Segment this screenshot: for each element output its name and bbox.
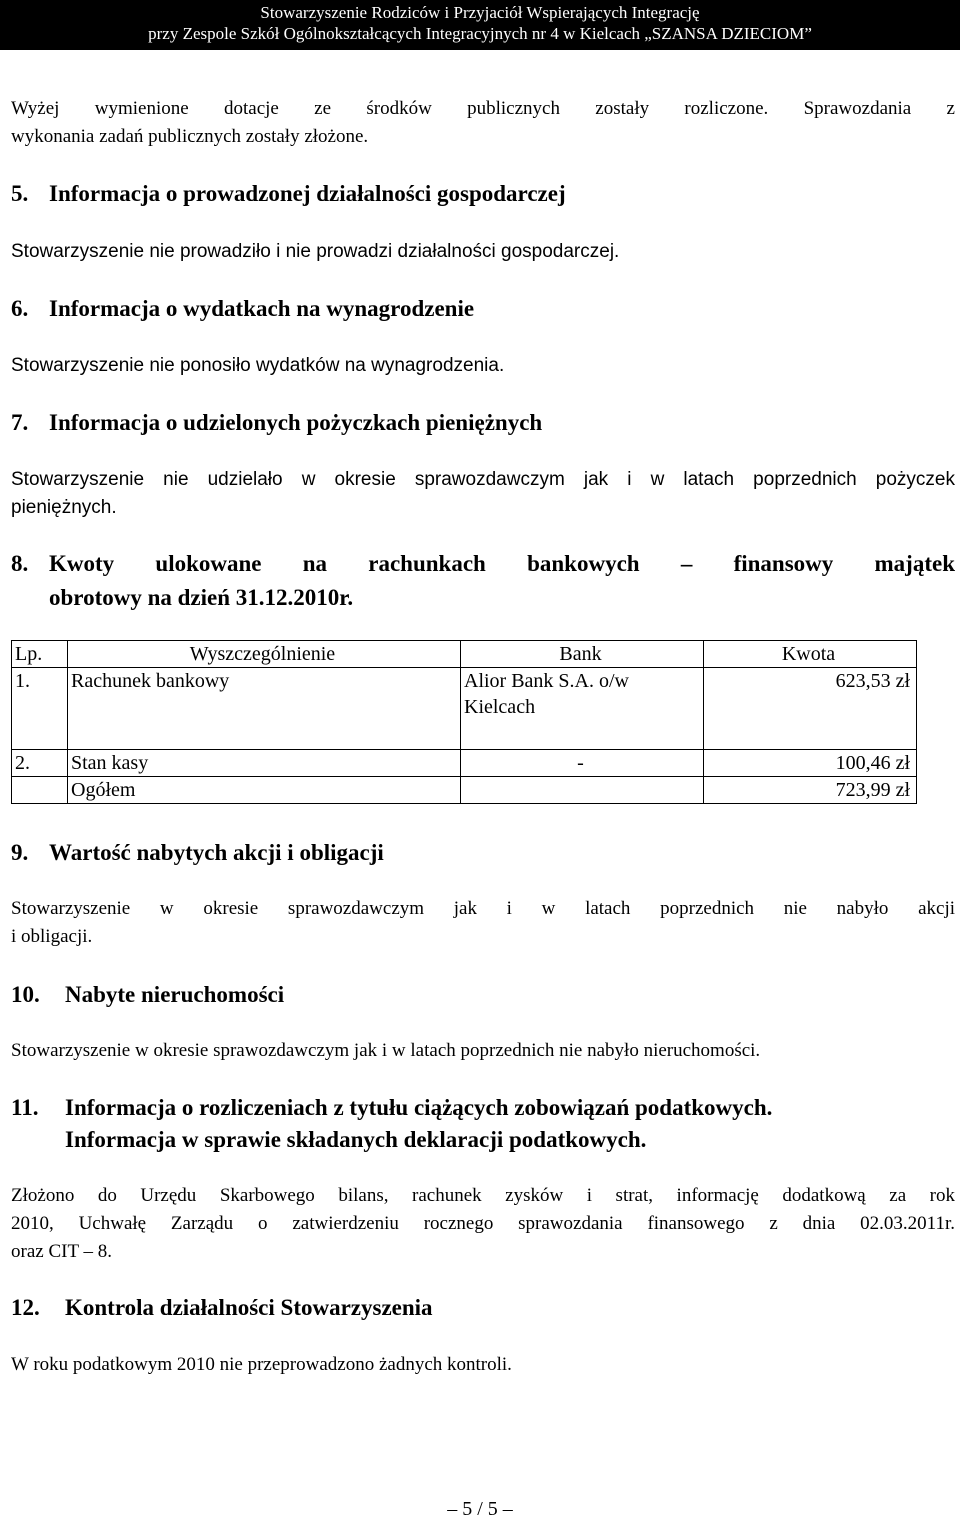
total-label: Ogółem — [68, 777, 461, 804]
section-11-title-1: Informacja o rozliczeniach z tytułu ciążących zobowiązań podatkowych. — [65, 1095, 773, 1120]
row-1-bank-line-2: Kielcach — [464, 696, 536, 718]
section-8-title-line-2: obrotowy na dzień 31.12.2010r. — [49, 585, 354, 610]
intro-line-1: Wyżej wymienione dotacje ze środków publicznych zostały rozliczone. Sprawozdania z — [11, 98, 955, 119]
section-11-number: 11. — [11, 1095, 39, 1120]
section-7-heading — [11, 407, 542, 439]
intro-line-2: wykonania zadań publicznych zostały złożone. — [11, 126, 369, 147]
section-9-title: Wartość nabytych akcji i obligacji — [49, 840, 384, 865]
page-header — [0, 0, 960, 50]
section-6-heading — [11, 293, 474, 325]
section-9-text-line-2: i obligacji. — [11, 926, 93, 947]
row-2-amount: 100,46 zł — [704, 750, 917, 777]
section-7-title: Informacja o udzielonych pożyczkach pieniężnych — [49, 410, 543, 435]
page-number: – 5 / 5 – — [447, 1498, 513, 1520]
header-lp: Lp. — [12, 641, 68, 668]
row-1-lp: 1. — [12, 668, 68, 750]
section-8-number: 8. — [11, 551, 29, 576]
row-2-description: Stan kasy — [68, 750, 461, 777]
section-6-title: Informacja o wydatkach na wynagrodzenie — [49, 296, 475, 321]
section-11-heading — [11, 1092, 772, 1124]
section-9-text-line-1: Stowarzyszenie w okresie sprawozdawczym jak i w latach poprzednich nie nabyło akcji — [11, 898, 955, 919]
section-12-text: W roku podatkowym 2010 nie przeprowadzono żadnych kontroli. — [11, 1354, 512, 1375]
section-5-text: Stowarzyszenie nie prowadziło i nie prowadzi działalności gospodarczej. — [11, 241, 620, 262]
row-1-amount: 623,53 zł — [704, 668, 917, 750]
section-11-text-line-2: 2010, Uchwałę Zarządu o zatwierdzeniu rocznego sprawozdania finansowego z dnia 02.03.2011r. — [11, 1213, 955, 1234]
section-10-text: Stowarzyszenie w okresie sprawozdawczym jak i w latach poprzednich nie nabyło nieruchomości. — [11, 1040, 761, 1061]
header-line-2: przy Zespole Szkół Ogólnokształcących Integracyjnych nr 4 w Kielcach „SZANSA DZIECIOM” — [148, 24, 812, 43]
bank-accounts-table — [11, 640, 917, 804]
row-1-description: Rachunek bankowy — [68, 668, 461, 750]
total-bank — [461, 777, 704, 804]
section-8-title-line-1: Kwoty ulokowane na rachunkach bankowych – finansowy majątek — [49, 551, 955, 576]
section-6-number: 6. — [11, 296, 29, 321]
section-11-title-2: Informacja w sprawie składanych deklaracji podatkowych. — [65, 1127, 647, 1152]
section-10-number: 10. — [11, 982, 40, 1007]
row-1-bank — [461, 668, 704, 750]
section-7-text-line-2: pieniężnych. — [11, 497, 117, 518]
section-10-heading — [11, 979, 284, 1011]
header-description: Wyszczególnienie — [68, 641, 461, 668]
total-lp — [12, 777, 68, 804]
section-7-text-line-1: Stowarzyszenie nie udzielało w okresie sprawozdawczym jak i w latach poprzednich pożyczek — [11, 469, 955, 490]
section-11-text-line-3: oraz CIT – 8. — [11, 1241, 112, 1262]
row-2-lp: 2. — [12, 750, 68, 777]
total-amount: 723,99 zł — [704, 777, 917, 804]
section-5-title: Informacja o prowadzonej działalności gospodarczej — [49, 181, 566, 206]
header-bank: Bank — [461, 641, 704, 668]
section-9-heading — [11, 837, 384, 869]
section-5-number: 5. — [11, 181, 29, 206]
section-9-number: 9. — [11, 840, 29, 865]
section-7-number: 7. — [11, 410, 29, 435]
table-row — [12, 750, 917, 777]
section-12-title: Kontrola działalności Stowarzyszenia — [65, 1295, 433, 1320]
table-row — [12, 668, 917, 750]
header-line-1: Stowarzyszenie Rodziców i Przyjaciół Wspierających Integrację — [260, 3, 700, 22]
section-12-heading — [11, 1292, 433, 1324]
section-11-text-line-1: Złożono do Urzędu Skarbowego bilans, rachunek zysków i strat, informację dodatkową za rok — [11, 1185, 955, 1206]
section-5-heading — [11, 178, 566, 210]
section-12-number: 12. — [11, 1295, 40, 1320]
table-header-row — [12, 641, 917, 668]
section-10-title: Nabyte nieruchomości — [65, 982, 285, 1007]
section-8-heading — [11, 548, 955, 580]
table-total-row — [12, 777, 917, 804]
row-1-bank-line-1: Alior Bank S.A. o/w — [464, 670, 629, 692]
section-6-text: Stowarzyszenie nie ponosiło wydatków na wynagrodzenia. — [11, 355, 505, 376]
header-amount: Kwota — [704, 641, 917, 668]
row-2-bank: - — [461, 750, 704, 777]
